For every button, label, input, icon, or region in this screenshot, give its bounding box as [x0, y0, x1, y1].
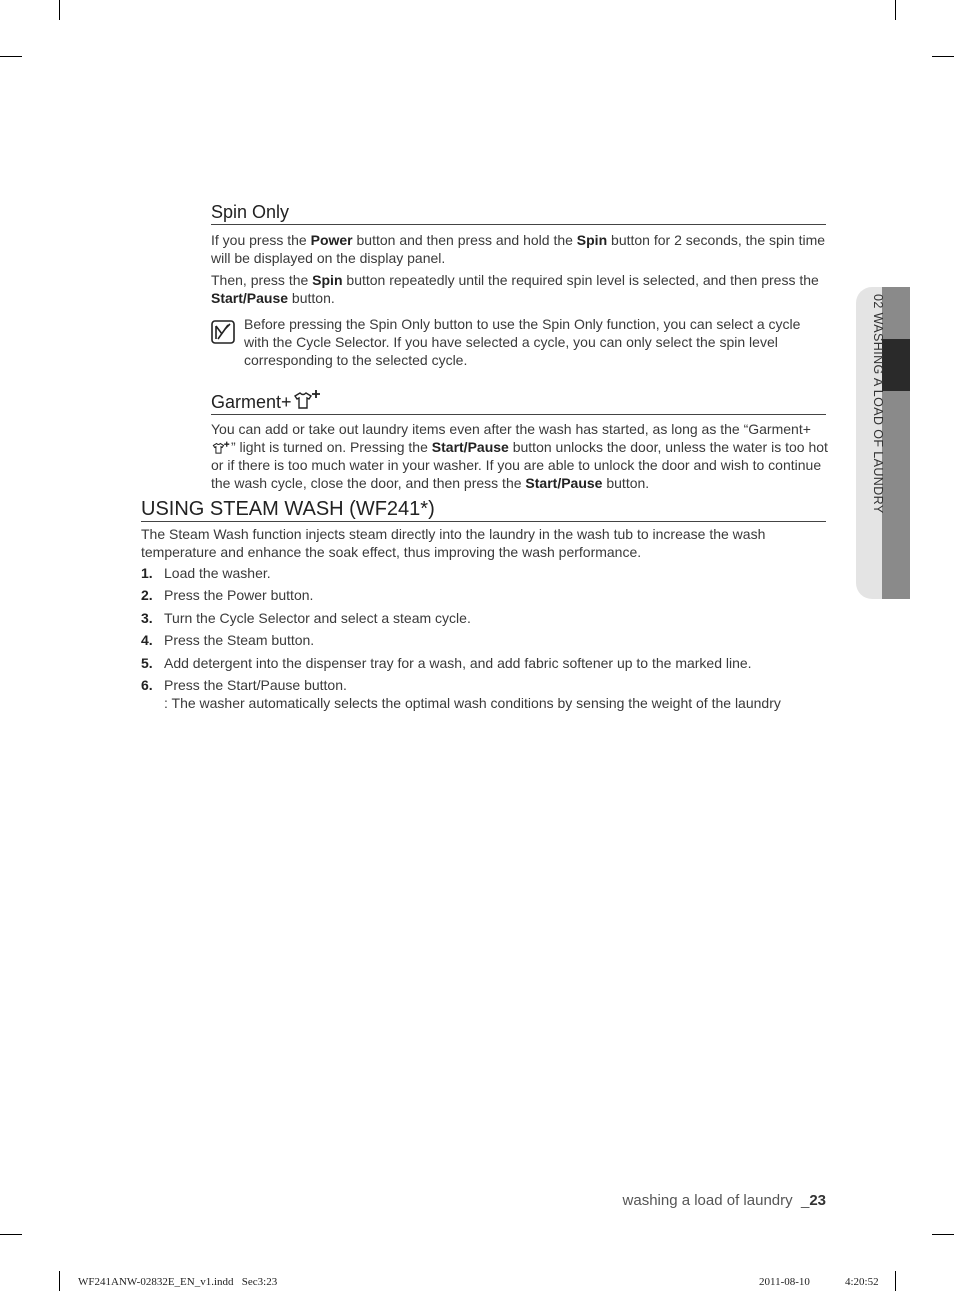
step-item: [141, 676, 831, 711]
spin-only-paragraph-1: If you press the Power button and then press and hold the Spin button for 2 seconds, the spin time will be displayed on the display panel.: [211, 232, 826, 266]
crop-mark: [932, 1234, 954, 1235]
step-text: Press the Start/Pause button.: [164, 676, 347, 693]
chapter-tab-label: 02 WASHING A LOAD OF LAUNDRY: [871, 294, 885, 514]
step-item: [141, 564, 831, 586]
slug-time: 4:20:52: [845, 1276, 879, 1288]
crop-mark: [59, 0, 60, 20]
garment-paragraph: You can add or take out laundry items even after the wash has started, as long as the “Garment+ ” light is turned on. Pressing the Start/Pause button unlocks the door, unless the water is too hot or if there is too much water in your washer. If you are able to unlock the door and wish to continue the wash cycle, close the door, and then press the Start/Pause button.: [211, 421, 828, 491]
footer-label: washing a load of laundry _: [622, 1192, 810, 1209]
step-number: 5.: [141, 654, 153, 671]
crop-mark: [895, 1271, 896, 1291]
garment-icon: [292, 389, 322, 411]
step-item: [141, 586, 831, 608]
spin-only-note: Before pressing the Spin Only button to use the Spin Only function, you can select a cycle with the Cycle Selector. If you have selected a cycle, you can only select the spin level corresponding to the selected cycle.: [244, 316, 801, 368]
garment-heading: Garment+: [211, 389, 826, 415]
step-number: 3.: [141, 609, 153, 626]
step-item: [141, 631, 831, 653]
chapter-tab-marker: [882, 339, 910, 391]
step-text: Add detergent into the dispenser tray for a wash, and add fabric softener up to the marked line.: [164, 654, 752, 671]
steam-wash-intro: The Steam Wash function injects steam directly into the laundry in the wash tub to increase the wash temperature and enhance the soak effect, thus improving the wash performance.: [141, 526, 766, 560]
crop-mark: [0, 1234, 22, 1235]
note-icon: [211, 320, 235, 344]
step-number: 4.: [141, 632, 153, 649]
step-item: [141, 654, 831, 676]
crop-mark: [0, 56, 22, 57]
chapter-tab-bar: [882, 287, 910, 599]
step-number: 1.: [141, 565, 153, 581]
slug-date: 2011-08-10: [759, 1276, 810, 1288]
spin-only-heading: Spin Only: [211, 201, 826, 225]
crop-mark: [895, 0, 896, 20]
crop-mark: [932, 56, 954, 57]
crop-mark: [59, 1271, 60, 1291]
slug-filename: WF241ANW-02832E_EN_v1.indd Sec3:23: [78, 1276, 278, 1288]
step-text: Load the washer.: [164, 565, 271, 581]
page-footer: [623, 1192, 826, 1209]
page-number: 23: [809, 1192, 826, 1209]
step-item: [141, 609, 831, 631]
step-text: Press the Power button.: [164, 587, 314, 604]
step-number: 6.: [141, 676, 153, 693]
steam-steps-list: [141, 564, 831, 711]
garment-icon: [211, 441, 231, 455]
step-text: Press the Steam button.: [164, 632, 315, 649]
step-subtext: : The washer automatically selects the optimal wash conditions by sensing the weight of the laundry: [164, 694, 781, 711]
step-number: 2.: [141, 587, 153, 604]
spin-only-paragraph-2: Then, press the Spin button repeatedly until the required spin level is selected, and then press the Start/Pause button.: [211, 272, 819, 306]
step-text: Turn the Cycle Selector and select a steam cycle.: [164, 609, 471, 626]
steam-wash-heading: USING STEAM WASH (WF241*): [141, 497, 826, 522]
